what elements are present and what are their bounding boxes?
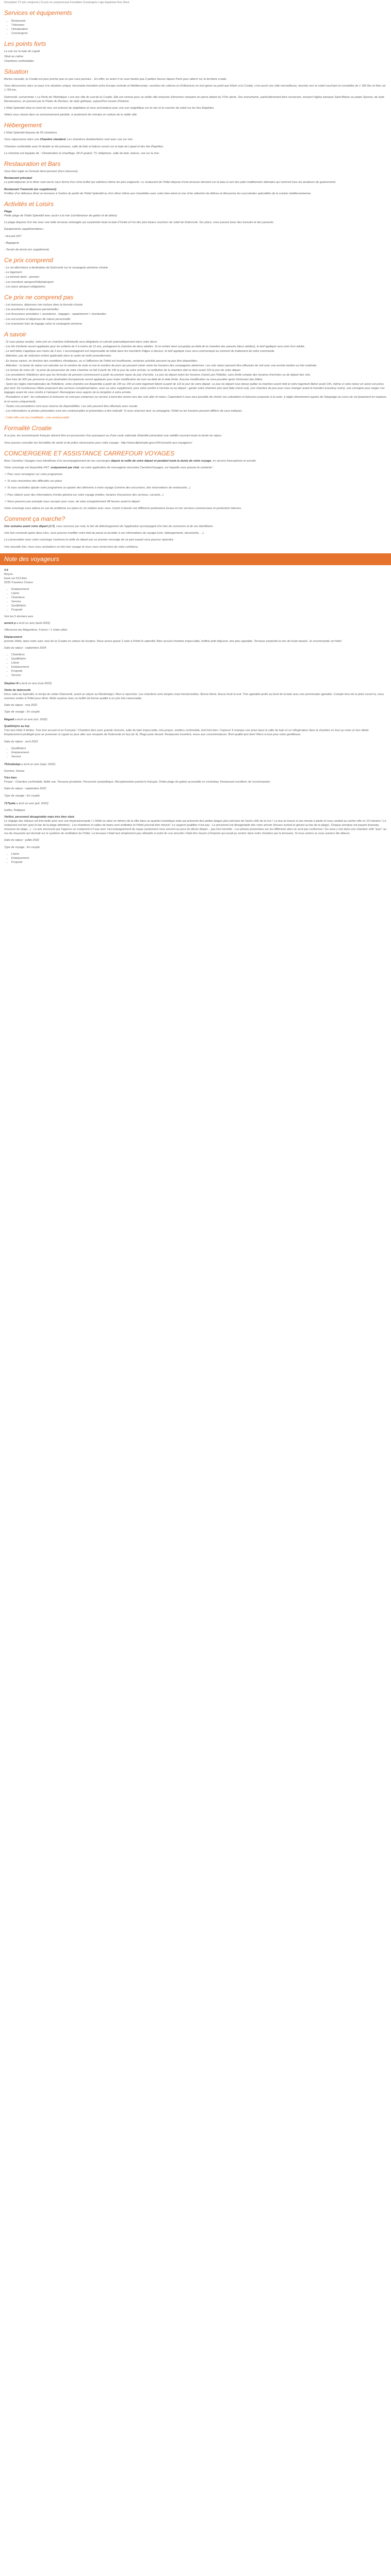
review-date: a écrit un avis (août 2025)	[17, 622, 50, 625]
hebergement-heading: Hébergement	[4, 121, 42, 129]
formalites-link-text[interactable]: Vous pouvez consulter les formalités de santé et de police nécessaires pour votre voyage : http://www.diplomatie.gouv.fr/fr/conseils-aux-voyageurs/	[4, 441, 192, 445]
a-savoir-item: - Les lits d'enfants seront appliqués pour les enfants de 2 à moins de 12 ans, partageant la chambre de deux adultes. Si un enfant vient occupé(e) au-delà de la chambre des parents (deux adultes), le tarif appliqué sera celui d'un adulte.	[4, 345, 305, 349]
service-item: • Télévision	[11, 23, 387, 27]
a-savoir-item: - La remise de votre clé : la prise de possession de votre chambre se fait à partir de 14h le jour de votre arrivée, la restitution de la chambre doit se faire avant 12h le jour de votre départ.	[4, 368, 241, 372]
a-savoir-item: - Le tarif bébé s'applique aux moins de 2 ans. L'accompagnant est responsable du bébé dans les transferts d'âges ci-dessus, le tarif appliqué vous sera communiqué au moment du traitement de votre commande.	[4, 350, 275, 353]
review-criterion: • Propreté	[11, 669, 387, 673]
review-location: Villeneuve-les-Maguelone, France • 1 relais utiles	[4, 629, 68, 632]
review-title: Déplacement	[4, 635, 22, 639]
hebergement-text	[4, 138, 387, 142]
hebergement-text: La chambre est équipée de : Climatisation et chauffage, Wi-Fi gratuit, TV, téléphone, salle de bain, balcon, vue sur la mer.	[4, 151, 160, 155]
rating-summary	[4, 568, 387, 619]
text-strong: Une semaine avant votre départ (J-7)	[4, 525, 55, 529]
conciergerie-section	[4, 450, 387, 511]
text-span: , en service francophone et assisté.	[211, 460, 257, 463]
restauration-heading: Restauration et Bars	[4, 160, 61, 167]
equipement-item: - Bagagerie	[4, 241, 19, 245]
conciergerie-item: ✓ Pour vous renseigner sur votre programme	[4, 473, 62, 477]
review-text: Le règlage des rideaux est très belle avec une vue impressionnante ! L'Hôtel se situe en dehors de la ville dans un quartier touristique mais qui présente des petites plages plus précises de l'autre côté de la rive ! La bus se trouve à une minute à pieds et vous conduit au centre ville en 10 minutes ! Le restaurant est bon (pas le bar de la plage attention) - Les chambres et salles de bains sont vieillottes et l'hôtel pourrait être rénové ! Le support qualifiée n'est pas - Le personnel est désagréable dès votre arrivée (fousez surtout le gérant au bar de la plage). Chaque semaine est payant (transats, mousses de plage...) - Le prix annoncés par l'agence ne comprend ni l'eau avec l'accompagnement du repas (seulement vous servent au pour de décès départ... pas très honnête - Les photos présentées sur les différents sites ne sont pas conformes ! En sous y mis dans une chambre côté "parc" au rez-de-chaussée qui donnait sur le système de ventilation de l'hôtel. La terrasse n'était tout simplement pas utilisable et point de vue sécurité c'était très moyen (n'importe qui aurait pu rentrer dans notre chambre par la terrasse). Si nous avions su nous aurions été ailleurs.	[4, 820, 387, 836]
formalites-heading: Formalité Croatie	[4, 425, 52, 432]
plage-text: La plage dispose d'un bar avec une belle terrasse ombragée qui surplombe toute la baie d'Uvala et l'un des plus beaux couchers de soleil de Dubrovnik. Sur place, vous pouvez louer des transats et des parasols.	[4, 221, 274, 225]
review-criterion: • Literie	[11, 661, 387, 665]
prix-comprend-item: - La formule demi - pension	[4, 276, 40, 279]
criterion-item: • Literie	[11, 591, 387, 596]
text-strong: depuis la veille de votre départ et pendant toute la durée de votre voyage	[111, 460, 211, 463]
review-text: Deux nuits au Splendid, le temps de visiter Dubrovnik, avant un séjour au Monténégro. Rien à reprocher. Les chambres sont simples mais fonctionnelles. Bonne literie. Aucun bruit la nuit. Très agréable jardin au bord de la baie avec une promenade agréable. Compte tenu de la piste ouvert la, nous sommes restés à l'hôtel pour dîner. Belle surprise avec un buffet de bonne qualité à un prix très raisonnable.	[4, 692, 384, 700]
review-criteria	[4, 852, 387, 865]
conciergerie-text	[4, 459, 387, 463]
a-savoir-item: - Attention, pas de réduction enfant applicable dans le cadre de tarifs promotionnels.	[4, 354, 112, 358]
prix-comprend-item: - Les transferts aéroport/hôtel/aéroport	[4, 280, 54, 284]
conciergerie-heading: CONCIERGERIE ET ASSISTANCE CARREFOUR VOYAGES	[4, 449, 175, 457]
conciergerie-text	[4, 466, 387, 470]
prix-ne-comprend-section	[4, 294, 387, 326]
review-author: 751nebeleja	[4, 763, 21, 767]
review-card	[4, 682, 387, 715]
review-criteria	[4, 653, 387, 678]
review-location: Genève, Suisse	[4, 770, 25, 773]
review-author-line	[4, 682, 387, 686]
review-visit-date: Date du séjour : mai 2022	[4, 703, 38, 707]
a-savoir-item: - Des frais de 50€ par personne et par destination Européenne seront appliqués pour toute modification de nom au-delà de la date limite. Aucune modification ne sera possible après l'émission des billets.	[4, 378, 264, 382]
hebergement-text: Chambre confortable avec lit double ou lits jumeaux, salle de bain et balcon ouvert sur la baie de Lapad et des îles Élaphites.	[4, 145, 164, 148]
review-criterion: • Service	[11, 755, 387, 759]
prix-ne-comprend-item: - Les pourboires et dépenses personnelles	[4, 308, 59, 312]
plage-text: Petite plage de l'hôtel Splendid avec accès à la mer (combinaison de galets et de béton).	[4, 214, 118, 218]
hebergement-section	[4, 122, 387, 156]
point-fort: Situé au calme	[4, 55, 24, 58]
point-fort: Chambres confortables	[4, 59, 34, 63]
a-savoir-heading: A savoir	[4, 330, 26, 338]
service-item: • Restaurant	[11, 19, 387, 23]
text-span: , via votre application de messagerie sécurisée CarrefourVoyages, sur laquelle vous pouvez le contacter :	[79, 466, 214, 470]
comment-heading: Comment ça marche?	[4, 515, 66, 522]
review-text: Très bon hôtel 3 étoiles. Très bon accueil et en Français ! Chambre bien avec grande rénovée, salle de bain impeccable, très propre, oreillers confortable, bref très bien. Copieux! Il manque une prise dans la salle de bain et un réfrigérateur dans la chambre en tout ça reste un bon détail. Emplacement privilégié pour se promener à Lapad ou pour aller aux remparts de Dubrovnik en bus (le 4). Plage juste devant. Restaurant excellent, menu aux consommateurs. Bref qualité-prix bien! Merci à tous pour votre gentillesse.	[4, 729, 369, 737]
review-author-line	[4, 762, 387, 767]
top-nav-line[interactable]: Description CV prix comprend | Ce prix ne comprend pas Formalités Conciergerie Loge tripadvisor Avis Client	[4, 1, 129, 4]
rating-label: Moyen	[4, 573, 13, 577]
review-date: a écrit un avis (mai 2023)	[19, 682, 52, 685]
review-criterion: • Chambres	[11, 653, 387, 657]
formalites-text: A ce jour, les ressortissants français doivent être en possession d'un passeport ou d'une carte nationale d'identité présentant une validité couvrant toute la durée du séjour.	[4, 434, 222, 438]
situation-paragraph: Sélect vous classé dans un environnement paisible, à seulement dix minutes en voiture de la vieille ville.	[4, 113, 138, 116]
situation-section	[4, 68, 387, 117]
review-visit-date: Date du séjour : septembre 2024	[4, 646, 46, 650]
review-visit-date: Date du séjour : avril 2023	[4, 740, 38, 743]
criterion-item: • Emplacement	[11, 587, 387, 591]
review-card	[4, 762, 387, 798]
non-modifiable-note: - Cette offre est non modifiable - non remboursable	[4, 416, 70, 419]
prix-ne-comprend-item: - Les Assurance annulation + assistance - bagages - rapatriement + éventuelles	[4, 313, 106, 316]
service-item: • Conciergerie	[11, 31, 387, 36]
services-section	[4, 9, 387, 36]
review-criterion: • Qualité/prix	[11, 747, 387, 751]
prix-comprend-item: - Le logement	[4, 271, 22, 275]
conciergerie-text: Votre concierge vous aidera en cas de problème sur place et, en relation avec vous. Il joint si besoin vos différents partenaires locaux et nos services commerciaux et production internes.	[4, 506, 242, 510]
prix-ne-comprend-item: - Les excursions et dépenses de nature personnelle	[4, 317, 71, 321]
service-item: • Climatisation	[11, 27, 387, 31]
review-card	[4, 802, 387, 865]
review-trip-type: Type de voyage : En couple	[4, 794, 40, 798]
reviews-banner: Note des voyageurs	[0, 553, 391, 565]
rating-source: 2025 Travelers Choice	[4, 581, 33, 585]
conciergerie-item: ✓ Si vous rencontrez des difficultés sur place	[4, 480, 62, 483]
review-visit-date: Date du séjour : septembre 2022	[4, 787, 46, 791]
text-strong: uniquement par chat	[51, 466, 79, 470]
review-title: Qualité/prix au top	[4, 725, 30, 728]
review-criterion: • Emplacement	[11, 856, 387, 860]
review-criterion: • Emplacement	[11, 665, 387, 669]
review-text: Propre - Chambre confortable. Belle vue. Terrasse privatisée. Personnel sympathique. Réceptionniste parlant le français. Petite plage de galets accessible en contrebas. Restaurant excellent, de recommander.	[4, 781, 271, 784]
prix-comprend-heading: Ce prix comprend	[4, 256, 53, 264]
prix-ne-comprend-item: - Les éventuels frais de bagage selon la compagnie aérienne	[4, 322, 83, 326]
review-author-line	[4, 621, 387, 625]
conciergerie-text: ✓ Nous pouvons par exemple nous occuper pour vous, de votre enregistrement 48 heures avant le départ.	[4, 500, 141, 503]
restaurant-principal-title: Restaurant principal	[4, 177, 32, 180]
review-card	[4, 718, 387, 759]
activites-heading: Activités et Loisirs	[4, 200, 54, 208]
plage-title: Plage	[4, 210, 12, 214]
review-visit-date: Date du séjour : juillet 2022	[4, 839, 39, 842]
comment-text: Une fois connecté après deux clics, vous pourrez modifier votre état de passe et accéder à vos informations de voyage (vols, hébergements, documents, ...).	[4, 532, 205, 535]
situation-paragraph: Vous découvrirez alors un pays à la situation unique, fascinante transition entre Europe centrale et Méditerranée, carrefour de cultures et d'influences en tout genre au point que Marin à la Croatie, c'est aussi une côte merveilleuse, tournée vers le soleil couchant et constellée de 1 185 îles et îlots sur 1 750 km.	[4, 84, 386, 92]
activites-section	[4, 200, 387, 252]
restaurant-tramonto-title: Restaurant Tramonto (en supplément)	[4, 188, 57, 191]
review-location: Isalles, Belgique	[4, 808, 25, 812]
review-author: 717lydie	[4, 802, 16, 805]
rating-criteria	[4, 587, 387, 613]
situation-paragraph: L'hôtel Splendid situé en bord de mer, est entouré de végétation et vous enchantera avec une vue magnifique sur la mer et le coucher de soleil sur les îles Elaphites.	[4, 106, 215, 110]
rating-count: basé sur 613 Avis	[4, 577, 27, 581]
a-savoir-item: - Les prestations hôtelières ainsi que les formules de pension commencent à partir du premier repas du jour d'arrivée. Le jour du départ selon les horaires choisis par l'hôtelier, sans limité compte des horaires d'arrivées ou de départ des vols.	[4, 373, 311, 377]
criterion-item: • Qualité/prix	[11, 604, 387, 608]
comment-text	[4, 524, 387, 529]
criterion-item: • Chambres	[11, 596, 387, 600]
situation-paragraph: Bonne nouvelle, la Croatie est plus proche que ce que vous pensiez... En effet, en avion il ne vous faudra que 2 petites heures depuis Paris pour atterrir sur le territoire croate.	[4, 78, 227, 81]
review-author-line	[4, 802, 387, 806]
comment-text: Une nouvelle fois, nous vous souhaitons un très bon voyage et nous vous remercions de votre confiance.	[4, 545, 139, 549]
prix-comprend-section	[4, 257, 387, 289]
services-list	[4, 19, 387, 36]
a-savoir-item: - Selon les règles internationales de l'hôtellerie, votre chambre est disponible à partir de 14h ou 15h et votre logement libéré à partir de 11h le jour de votre départ. Le jour du départ vous devez quitter la chambre avant midi et votre logement libéré avant 10h, même si votre retour en avion est prévu plus tard. De nombreuse hôtels proposent des services complémentaires, avec ou sans supplément, pour votre confort à l'arrivée ou au départ : garder votre chambre plus tard (late check-out), une chambre de jour pour vous changer avant le transfert (courtesy room), une consigne pour ranger vos bagages avant de vous rendre à l'aéroport. Renseignez-vous auprès de la réception à votre arrivée.	[4, 383, 385, 395]
restauration-intro: Vous êtes logés en formule demi-pension (hors boissons).	[4, 170, 79, 174]
formalites-section	[4, 425, 387, 445]
review-criterion: • Qualité/prix	[11, 657, 387, 661]
comment-section	[4, 515, 387, 549]
rating-score: 3.9	[4, 569, 8, 572]
review-trip-type: Type de voyage : En couple	[4, 710, 40, 714]
conciergerie-item: ✓ Si vous souhaitez ajouter votre programme ou ajouter des éléments à votre voyage (comme des excursions, des réservations de restaurants...)	[4, 486, 190, 490]
a-savoir-item: - Si vous partez seul(e), votre prix en chambre individuelle sera obligatoire et calculé automatiquement dans votre devis.	[4, 341, 158, 344]
prix-comprend-item: - Les taxes aéroport obligatoires	[4, 285, 45, 289]
prix-ne-comprend-item: - Les boissons, dépenses non inclues dans la formule choisie	[4, 303, 83, 307]
text-span: Vous séjournerez dans une	[4, 138, 40, 142]
prix-comprend-item: - Le vol aller/retour à destination de Dubrovnik sur la compagnie aérienne choisie	[4, 266, 108, 270]
equipement-item: - Terrain de tennis (en supplément)	[4, 248, 49, 251]
prix-ne-comprend-heading: Ce prix ne comprend pas	[4, 293, 74, 301]
a-savoir-item: - Les informations et photos présentées sont non contractuelles et présentées à titre indicatif. Si vous réservez tard, la compagnie, l'hôtel ou les horaires peuvent différer de ceux indiqués.	[4, 409, 243, 413]
review-criteria	[4, 747, 387, 759]
situation-paragraph: Dubrovnik, surnommée « La Perle de l'Adriatique » est une ville du sud de la Croatie. Elle est connue pour sa vieille ville entourée d'énormes remparts en pierre datant du XVIe siècle. Ses monuments, particulièrement bien conservés, incluent l'église baroque Saint-Blaise ou palais Sponza, de style Renaissance, en passant par le Palais du Recteur, de style gothique, aujourd'hui musée d'histoire.	[4, 95, 385, 103]
review-criterion: • Service	[11, 673, 387, 677]
review-criterion: • Propreté	[11, 860, 387, 865]
restaurant-tramonto-text: Profitez d'un délicieux dîner en terrasse à l'ombre du jardin de l'hôtel Splendid ou d'un dîner intime aux chandelles avec votre bien-aimé et une riche sélection de délices et découvrez les succulentes spécialités de la cuisine méditerranéenne.	[4, 192, 312, 195]
a-savoir-item: - Attention : la durée du séjour est calculée sur le nombre de nuits et non le nombre de jours qui peuvent varier selon les horaires des compagnies aériennes. Les vols retour peuvent être effectués de nuit avec une arrivée tardive ou très matinale.	[4, 364, 317, 367]
reviews-count-line[interactable]: Voir les 5 derniers avis	[4, 615, 34, 619]
text-span: Les chambres doubles/twins sont avec vue sur mer.	[66, 138, 134, 142]
a-savoir-item: - Toutes nos prestations sont sous réserve de disponibilités. Les vols peuvent être effectués avec escale.	[4, 404, 138, 408]
review-card	[4, 621, 387, 677]
criterion-item: • Service	[11, 600, 387, 604]
review-date: a écrit un avis (juil. 2022)	[16, 802, 48, 805]
restauration-section	[4, 160, 387, 196]
review-title: Très bien	[4, 776, 17, 780]
review-criterion: • Literie	[11, 852, 387, 856]
text-span: Votre concierge est disponible 24/7,	[4, 466, 51, 470]
review-author: annick p	[4, 622, 16, 625]
hebergement-text: L'hôtel Splendid dispose de 59 chambres.	[4, 131, 58, 135]
a-savoir-section	[4, 331, 387, 420]
review-author: Magaid	[4, 718, 14, 722]
text-span: , vous recevrez par mail, le lien de téléchargement de l'application accompagné d'un lien de connexion et de vos identifiants.	[54, 525, 214, 529]
document	[0, 0, 391, 872]
room-type: Chambre standard.	[40, 138, 67, 142]
review-title: Vieillot, personnel désagréable mais très bien situé	[4, 815, 75, 819]
comment-text: La conversation avec votre concierge s'activera la veille du départ par un premier message de sa part auquel vous pourrez répondre.	[4, 538, 174, 542]
review-author: Stephan N	[4, 682, 19, 685]
review-trip-type: Type de voyage : En couple	[4, 845, 40, 849]
services-heading: Services et équipements	[4, 9, 72, 17]
point-fort: La vue sur la baie de Lapad	[4, 50, 40, 54]
equipements-label: Équipements supplémentaires :	[4, 228, 45, 231]
review-title: Visite de dubrovnik	[4, 688, 31, 692]
review-date: a écrit un avis (sept. 2022)	[21, 763, 56, 767]
review-criterion: • Emplacement	[11, 751, 387, 755]
a-savoir-item: - En basse saison, en fonction des conditions climatiques, ou si l'affluence de l'hôtel est insuffisante, certaines activités peuvent ne pas être disponibles.	[4, 359, 198, 363]
points-forts-section	[4, 40, 387, 63]
a-savoir-item: - Prestations à tarif : les cotisations et boissons ne sont pas comprises au service à bord des avions lors des vols aller et retour. Cependant il vous sera possible de choisir vos cotisations et boissons proposés à la carte, à régler directement auprès de l'équipage au cours du vol (paiement en espèces et en euros uniquement).	[4, 396, 387, 403]
points-forts-heading: Les points forts	[4, 40, 46, 48]
restaurant-principal-text: Le petit-déjeuner et le dîner sont servis sous forme d'un riche buffet qui satisfera même les plus exigeants. Le restaurant de l'hôtel dispose d'une terrasse donnant sur la baie et sert des plats traditionnels dalmates qui ravirront tous les amateurs de gastronomie.	[4, 181, 337, 184]
review-date: a écrit un avis (oct. 2022)	[14, 718, 47, 722]
situation-heading: Situation	[4, 67, 28, 75]
text-span: Avec Carrefour Voyages vous bénéficiez d'un accompagnement de nos concierges	[4, 460, 111, 463]
equipement-item: - Accueil 24/7	[4, 234, 22, 238]
review-author-line	[4, 718, 387, 722]
review-text: premier Hôtel, dans notre auto -tour de la Croatie en voiture de location. Nous avons passé 2 nuits à l'hôtel le splendid. Bien accueil chambre impeccable, buffets petit déjeuner, des plus agréable. Terrasse surplomb la mer de toute beauté. Je recommande cet hôtel	[4, 639, 341, 643]
conciergerie-item: ✓ Pour obtenir avoir des informations d'ordre général sur votre voyage (météo, horaires d'ouverture des services, conseils...)	[4, 493, 164, 497]
criterion-item: • Propreté	[11, 608, 387, 612]
